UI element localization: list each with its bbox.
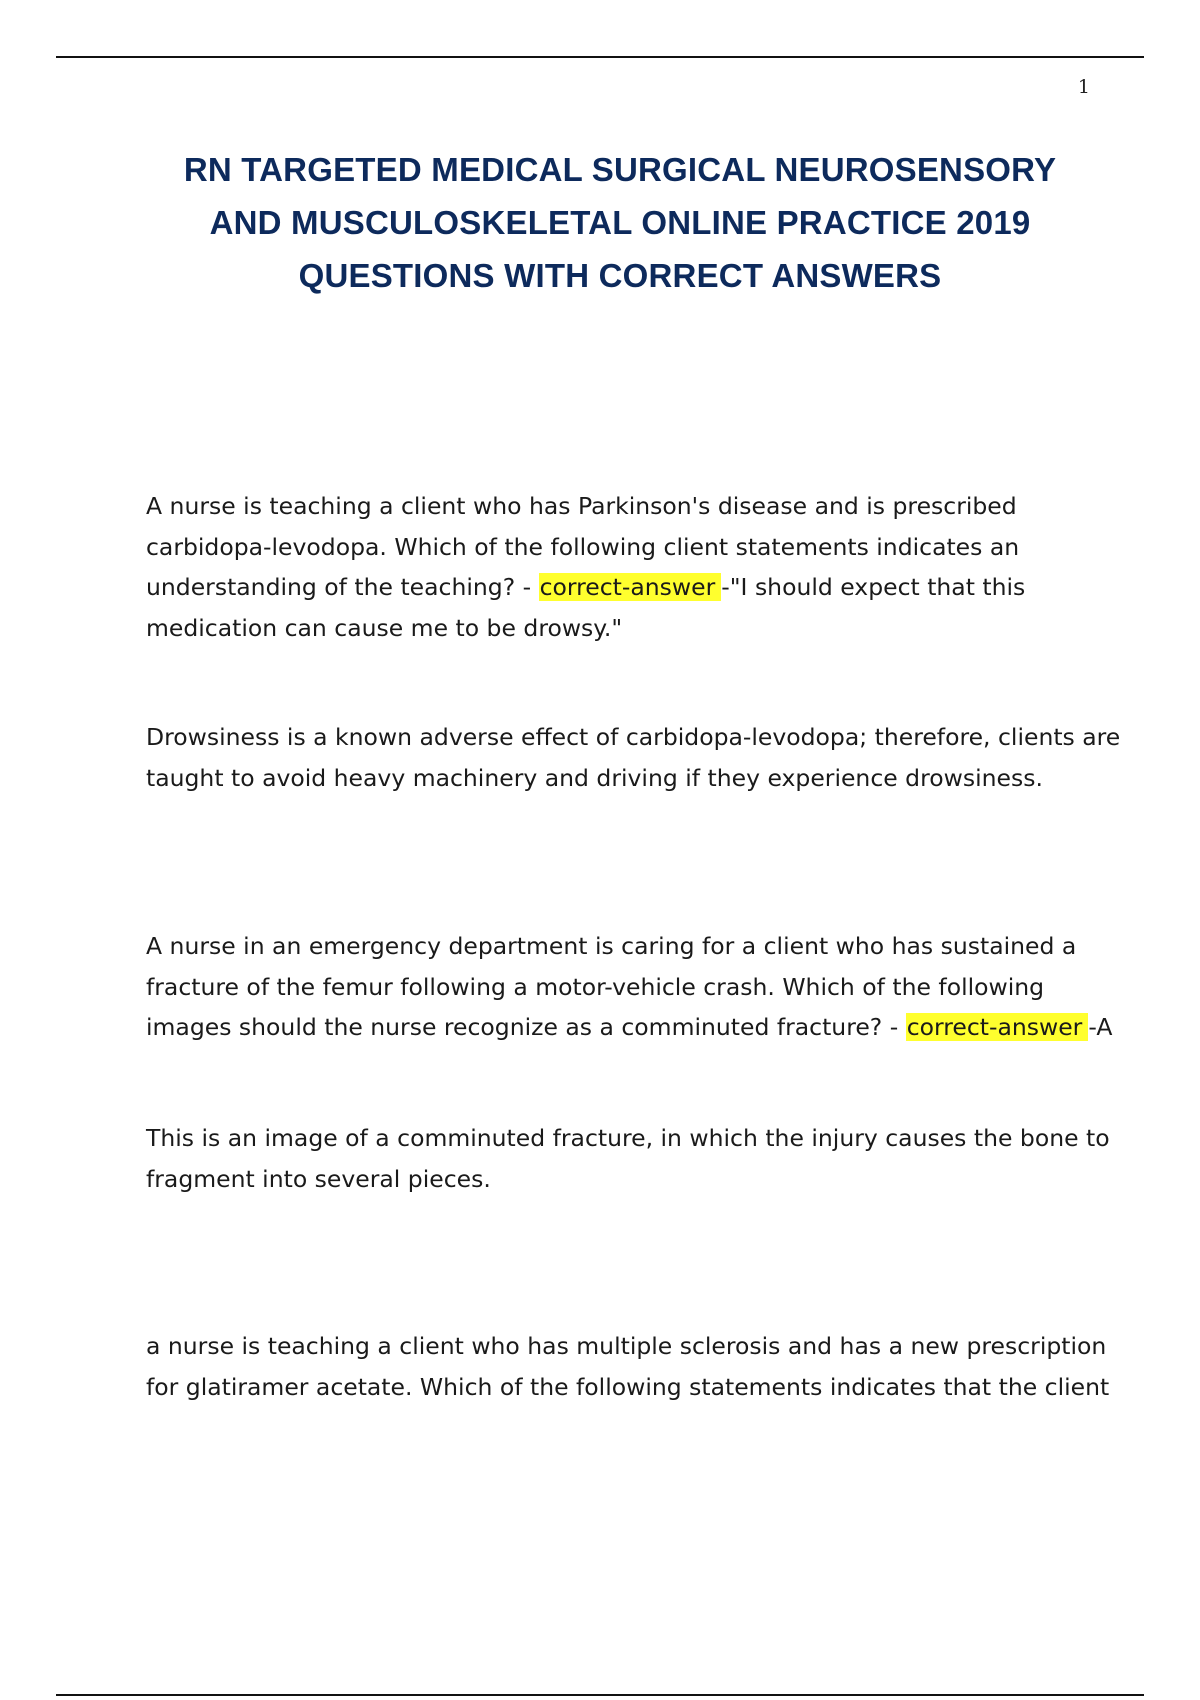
question-2 — [146, 926, 1113, 1048]
answer-text: -A — [1088, 1013, 1113, 1041]
question-line: carbidopa-levodopa. Which of the following client statements indicates an — [146, 532, 1020, 561]
rationale-line: This is an image of a comminuted fracture, in which the injury causes the bone to — [146, 1124, 1110, 1152]
rationale-1 — [146, 717, 1121, 798]
question-line: A nurse in an emergency department is caring for a client who has sustained a — [146, 932, 1077, 960]
question-line: for glatiramer acetate. Which of the following statements indicates that the client — [146, 1372, 1110, 1401]
title-line: QUESTIONS WITH CORRECT ANSWERS — [298, 257, 942, 294]
bottom-rule — [56, 1694, 1144, 1696]
question-text: images should the nurse recognize as a comminuted fracture? - — [146, 1013, 906, 1041]
question-answer-line — [146, 567, 1106, 608]
answer-text: -"I should expect that this — [721, 573, 1026, 601]
rationale-line: taught to avoid heavy machinery and driving if they experience drowsiness. — [146, 763, 1043, 792]
question-text: understanding of the teaching? - — [146, 573, 539, 601]
question-line: fracture of the femur following a motor-vehicle crash. Which of the following — [146, 972, 1045, 1001]
question-line: a nurse is teaching a client who has multiple sclerosis and has a new prescription — [146, 1332, 1107, 1360]
rationale-line: Drowsiness is a known adverse effect of carbidopa-levodopa; therefore, clients are — [146, 723, 1121, 751]
question-3 — [146, 1326, 1110, 1407]
correct-answer-marker: correct-answer — [539, 573, 722, 601]
correct-answer-marker: correct-answer — [906, 1013, 1089, 1041]
question-1 — [146, 486, 1106, 648]
top-rule — [56, 56, 1144, 58]
rationale-2 — [146, 1118, 1110, 1199]
rationale-line: fragment into several pieces. — [146, 1164, 491, 1193]
document-title — [100, 143, 1140, 302]
question-answer-line — [146, 1007, 1113, 1048]
page-number: 1 — [1077, 76, 1090, 98]
question-line: A nurse is teaching a client who has Parkinson's disease and is prescribed — [146, 492, 1017, 520]
answer-line: medication can cause me to be drowsy." — [146, 613, 623, 642]
title-line: RN TARGETED MEDICAL SURGICAL NEUROSENSORY — [183, 151, 1057, 188]
title-line: AND MUSCULOSKELETAL ONLINE PRACTICE 2019 — [209, 204, 1031, 241]
